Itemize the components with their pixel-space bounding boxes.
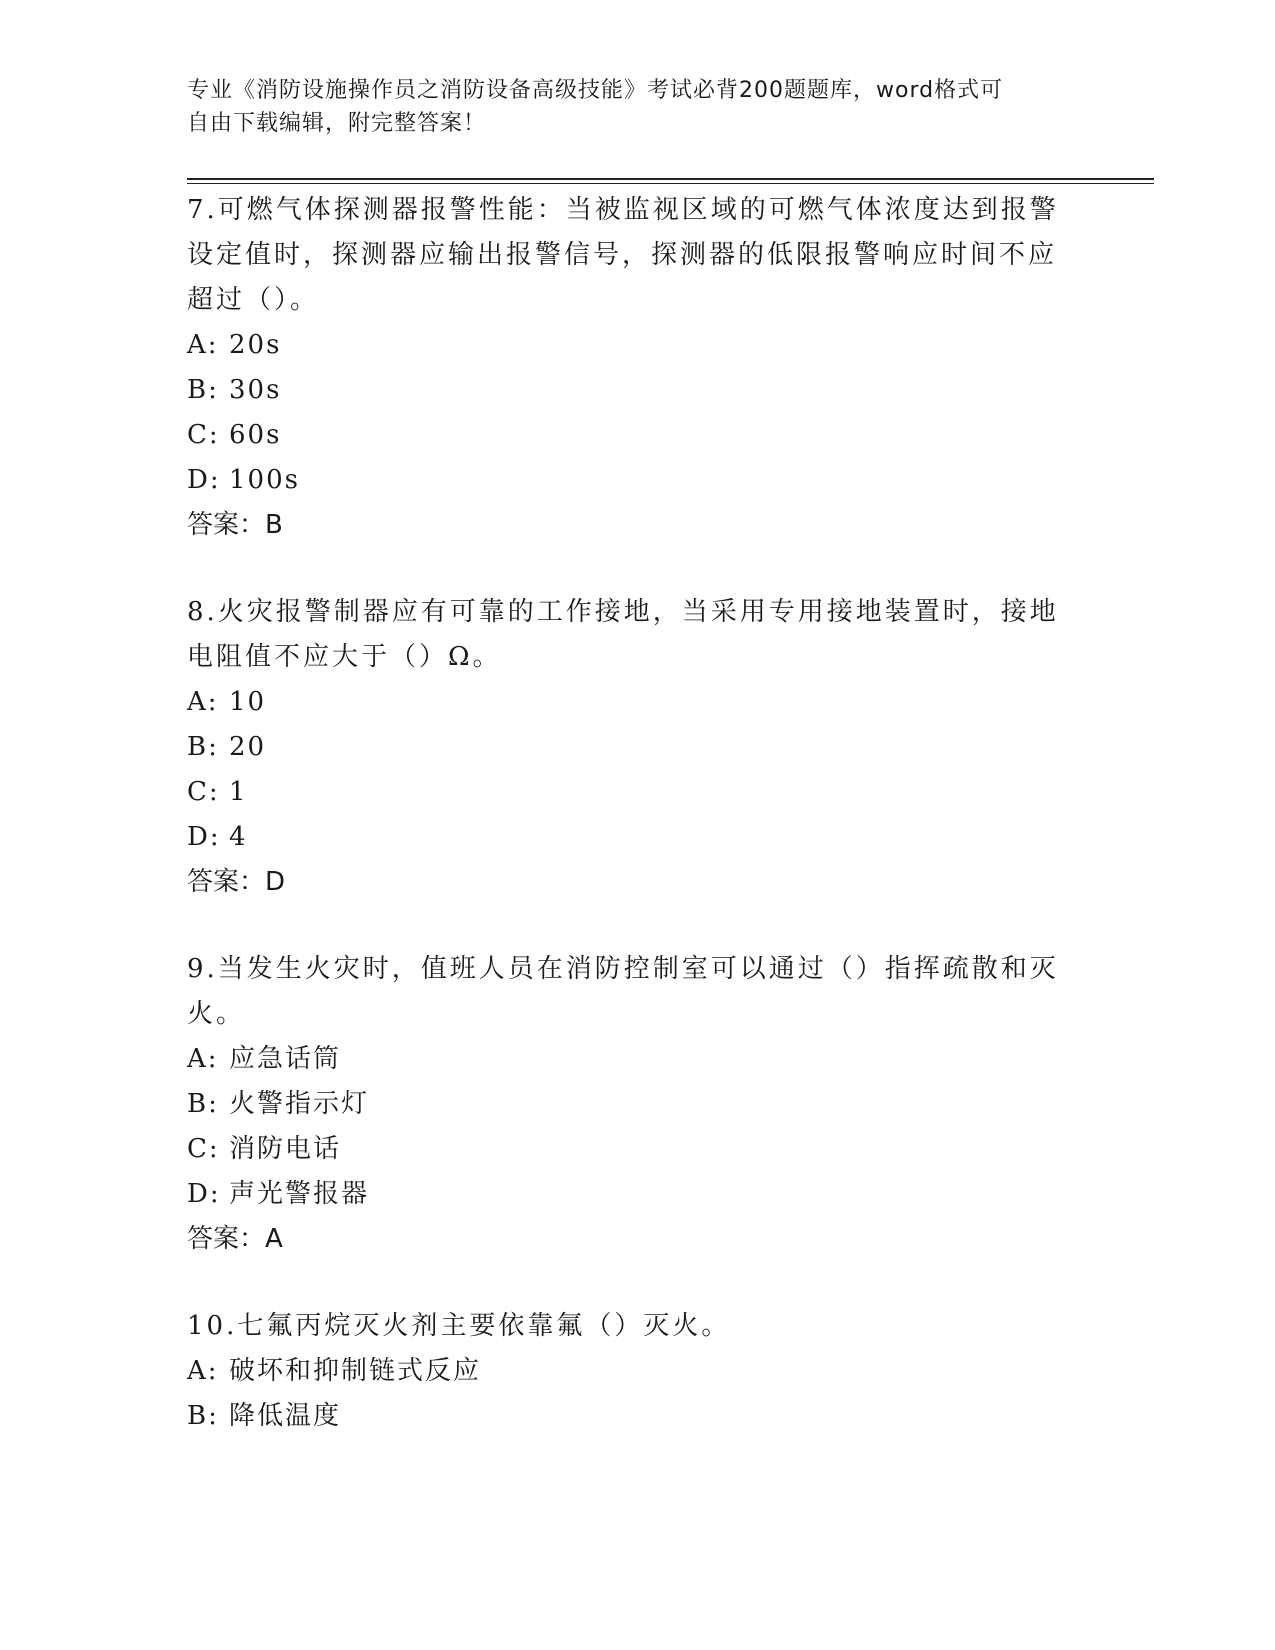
- option-key: A:: [187, 1356, 219, 1386]
- option-key: A:: [187, 1044, 219, 1074]
- option-key: B:: [187, 375, 219, 405]
- option-value: 火警指示灯: [229, 1089, 370, 1119]
- question-list: [187, 188, 1067, 1481]
- answer-line: 答案：A: [187, 1224, 283, 1254]
- option-b: [187, 368, 1067, 413]
- option-key: B:: [187, 1089, 219, 1119]
- option-value: 4: [229, 822, 248, 852]
- question-9: [187, 947, 1067, 1262]
- option-key: B:: [187, 732, 219, 762]
- option-value: 声光警报器: [229, 1179, 370, 1209]
- question-text: 10.七氟丙烷灭火剂主要依靠氟（）灭火。: [187, 1311, 731, 1341]
- option-key: C:: [187, 420, 220, 450]
- header-line-1: 专业《消防设施操作员之消防设备高级技能》考试必背200题题库，word格式可: [187, 78, 1004, 103]
- option-value: 20: [229, 732, 267, 762]
- document-header: [187, 74, 1067, 140]
- option-key: D:: [187, 1179, 221, 1209]
- question-text: 7.可燃气体探测器报警性能：当被监视区域的可燃气体浓度达到报警设定值时，探测器应输出报警信号，探测器的低限报警响应时间不应超过（）。: [187, 195, 1059, 315]
- option-value: 60s: [229, 420, 282, 450]
- option-a: [187, 323, 1067, 368]
- option-key: A:: [187, 687, 219, 717]
- question-text: 8.火灾报警制器应有可靠的工作接地，当采用专用接地装置时，接地电阻值不应大于（）Ω。: [187, 597, 1059, 672]
- option-key: C:: [187, 1134, 220, 1164]
- question-7: [187, 188, 1067, 548]
- option-a: [187, 1037, 1067, 1082]
- option-b: [187, 1394, 1067, 1439]
- option-value: 10: [229, 687, 267, 717]
- answer-line: 答案：B: [187, 510, 283, 540]
- option-key: A:: [187, 330, 219, 360]
- answer-line: 答案：D: [187, 867, 286, 897]
- option-value: 100s: [229, 465, 300, 495]
- option-value: 30s: [229, 375, 282, 405]
- header-divider-thin: [187, 183, 1154, 184]
- option-d: [187, 1172, 1067, 1217]
- option-d: [187, 458, 1067, 503]
- option-value: 1: [229, 777, 248, 807]
- option-b: [187, 725, 1067, 770]
- option-key: D:: [187, 822, 221, 852]
- option-a: [187, 1349, 1067, 1394]
- option-value: 破坏和抑制链式反应: [229, 1356, 482, 1386]
- header-line-2: 自由下载编辑，附完整答案！: [187, 111, 487, 136]
- option-c: [187, 1127, 1067, 1172]
- option-key: B:: [187, 1401, 219, 1431]
- question-8: [187, 590, 1067, 905]
- option-d: [187, 815, 1067, 860]
- option-b: [187, 1082, 1067, 1127]
- question-10: [187, 1304, 1067, 1439]
- option-value: 降低温度: [229, 1401, 342, 1431]
- option-c: [187, 413, 1067, 458]
- option-key: D:: [187, 465, 221, 495]
- option-value: 应急话筒: [229, 1044, 342, 1074]
- option-value: 20s: [229, 330, 282, 360]
- question-text: 9.当发生火灾时，值班人员在消防控制室可以通过（）指挥疏散和灭火。: [187, 954, 1059, 1029]
- option-value: 消防电话: [229, 1134, 342, 1164]
- option-key: C:: [187, 777, 220, 807]
- option-a: [187, 680, 1067, 725]
- option-c: [187, 770, 1067, 815]
- header-divider-thick: [187, 178, 1154, 180]
